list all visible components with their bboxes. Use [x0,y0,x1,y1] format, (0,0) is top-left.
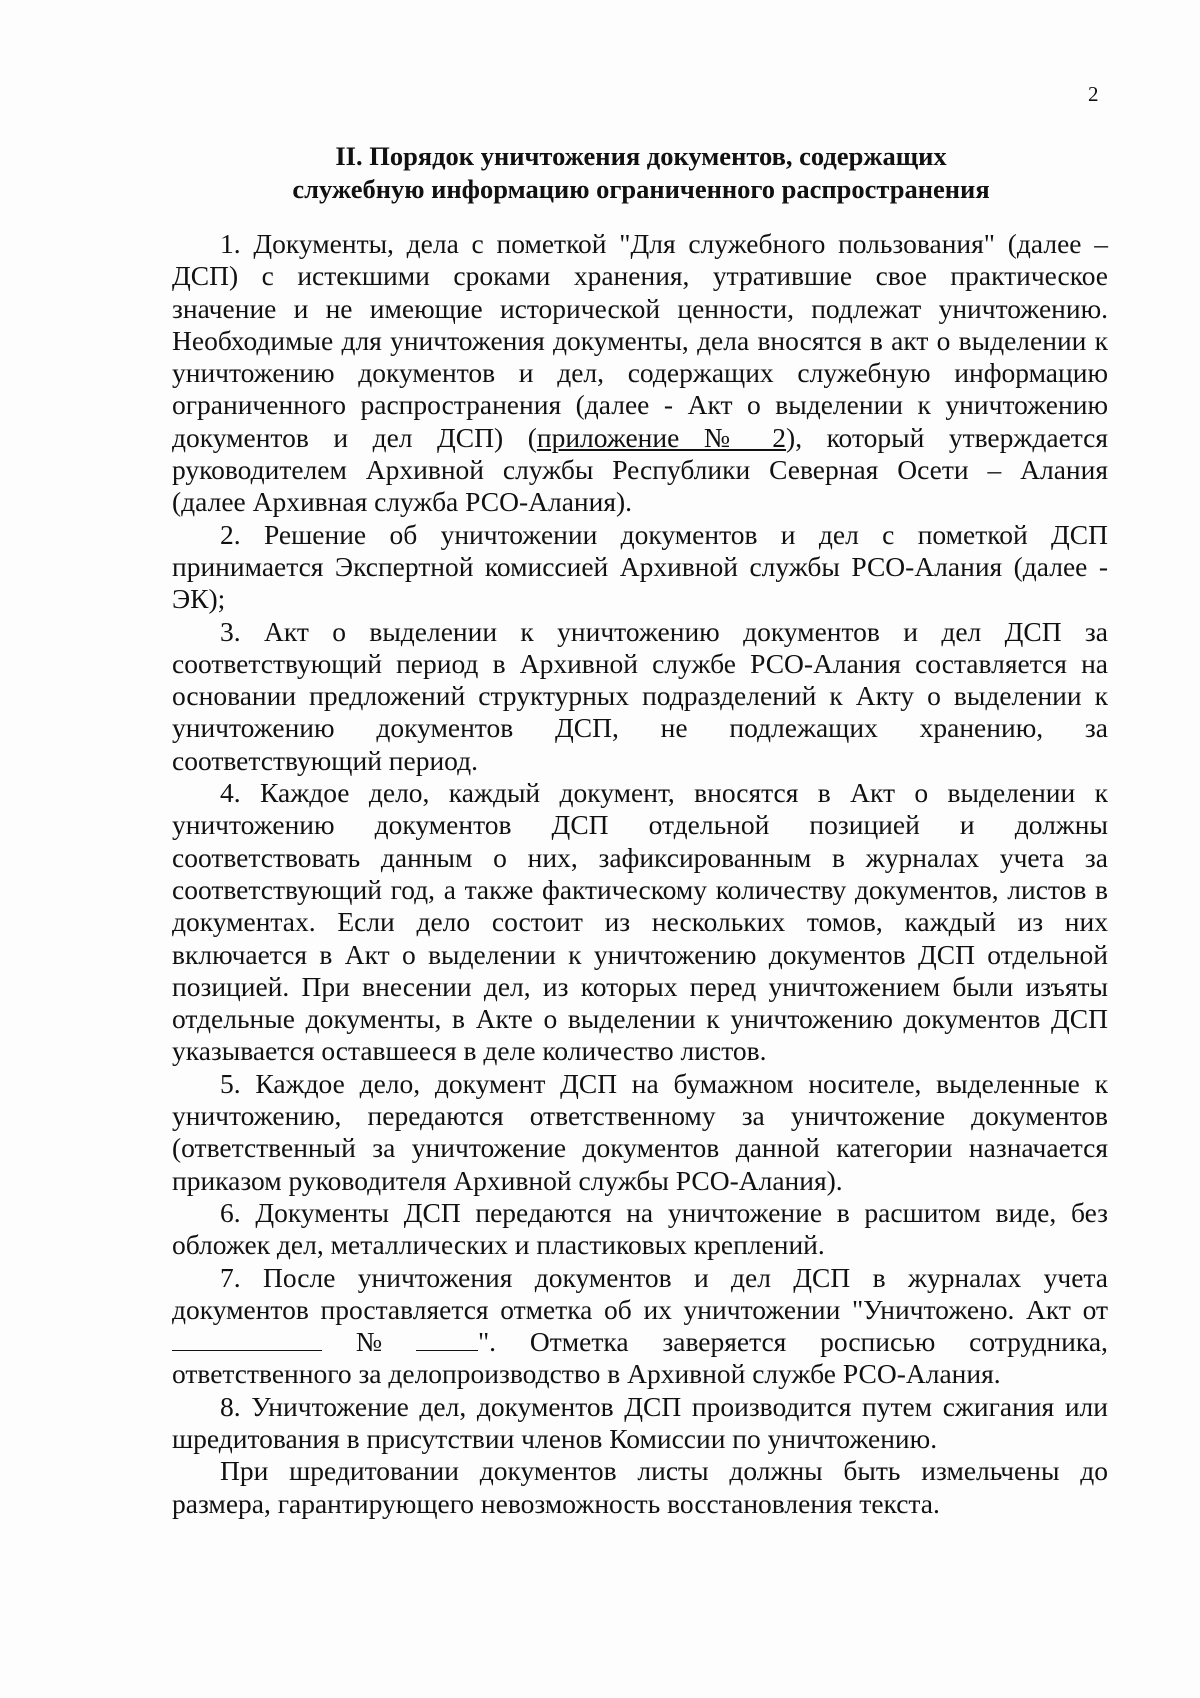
text-line: 8. Уничтожение дел, документов ДСП производится путем сжигания или [220,1390,1108,1422]
text-word: заверяется [662,1326,787,1358]
paragraph-9 [172,1455,1108,1520]
text-word: росписью [820,1326,936,1358]
text-line: Необходимые для уничтожения документы, дела вносятся в акт о выделении к [172,324,1108,356]
act-reference-line [172,1326,1108,1358]
text-line: соответствующий период в Архивной службе РСО-Алания составляется на [172,647,1108,679]
number-sign: № [355,1326,383,1358]
paragraph-1 [172,228,1108,519]
section-heading-line-2: служебную информацию ограниченного распространения [292,174,990,204]
paragraph-5 [172,1068,1108,1197]
text-line: ограниченного распространения (далее - Акт о выделении к уничтожению [172,389,1108,421]
text-line: размера, гарантирующего невозможность восстановления текста. [172,1487,940,1519]
text-fragment: документов и дел ДСП) ( [172,421,537,453]
text-line: указывается оставшееся в деле количество листов. [172,1035,767,1067]
text-line: 2. Решение об уничтожении документов и дел с пометкой ДСП [220,518,1108,550]
text-line: документов проставляется отметка об их уничтожении "Уничтожено. Акт от [172,1293,1108,1325]
text-line: 3. Акт о выделении к уничтожению документов и дел ДСП за [220,615,1108,647]
paragraph-2 [172,519,1108,616]
text-line-with-link [172,422,1108,454]
document-body [172,228,1108,1520]
text-line: обложек дел, металлических и пластиковых креплений. [172,1229,825,1261]
text-line: 7. После уничтожения документов и дел ДСП в журналах учета [220,1261,1108,1293]
text-line: уничтожению документов и дел, содержащих служебную информацию [172,357,1108,389]
section-heading-line-1: II. Порядок уничтожения документов, содержащих [335,141,947,171]
paragraph-7 [172,1262,1108,1391]
text-line: уничтожению документов ДСП отдельной позицией и должны [172,809,1108,841]
text-line: ответственного за делопроизводство в Архивной службе РСО-Алания. [172,1358,1001,1390]
paragraph-3 [172,616,1108,777]
act-number-group [416,1326,496,1358]
text-line: включается в Акт о выделении к уничтожению документов ДСП отдельной [172,938,1108,970]
text-line: отдельные документы, в Акте о выделении к уничтожению документов ДСП [172,1003,1108,1035]
text-line: принимается Экспертной комиссией Архивной службы РСО-Алания (далее - [172,550,1108,582]
text-line: значение и не имеющие исторической ценности, подлежат уничтожению. [172,292,1108,324]
paragraph-4 [172,777,1108,1068]
text-line: позицией. При внесении дел, из которых перед уничтожением были изъяты [172,970,1108,1002]
text-line: соответствующий период. [172,744,479,776]
text-line: ЭК); [172,583,226,615]
text-line: уничтожению, передаются ответственному за уничтожение документов [172,1100,1108,1132]
text-fragment: ), который утверждается [786,421,1108,453]
text-line: ДСП) с истекшими сроками хранения, утратившие свое практическое [172,260,1108,292]
text-line: (ответственный за уничтожение документов данной категории назначается [172,1132,1108,1164]
text-line: При шредитовании документов листы должны быть измельчены до [220,1455,1108,1487]
paragraph-8 [172,1391,1108,1456]
act-number-blank [416,1328,478,1351]
page-number: 2 [1088,82,1099,106]
text-line: соответствовать данным о них, зафиксированным в журналах учета за [172,841,1108,873]
text-line: приказом руководителя Архивной службы РСО-Алания). [172,1164,843,1196]
text-line: 6. Документы ДСП передаются на уничтожение в расшитом виде, без [220,1196,1108,1228]
text-line: 4. Каждое дело, каждый документ, вносятся в Акт о выделении к [220,777,1108,809]
text-line: основании предложений структурных подразделений к Акту о выделении к [172,680,1108,712]
appendix-2-link[interactable]: приложение № 2 [536,421,787,453]
text-word: Отметка [529,1326,629,1358]
text-line: шредитования в присутствии членов Комиссии по уничтожению. [172,1422,938,1454]
text-line: руководителем Архивной службы Республики Северная Осети – Алания [172,454,1108,486]
section-heading [172,140,1110,206]
text-line: уничтожению документов ДСП, не подлежащих хранению, за [172,712,1108,744]
text-line: соответствующий год, а также фактическому количеству документов, листов в [172,873,1108,905]
text-line: 1. Документы, дела с пометкой "Для служебного пользования" (далее – [220,228,1108,259]
closing-quote: ". [477,1326,497,1358]
text-word: сотрудника, [969,1326,1108,1358]
text-line: (далее Архивная служба РСО-Алания). [172,486,633,518]
act-date-blank [172,1328,322,1351]
text-line: 5. Каждое дело, документ ДСП на бумажном носителе, выделенные к [220,1067,1108,1099]
paragraph-6 [172,1197,1108,1262]
text-line: документах. Если дело состоит из нескольких томов, каждый из них [172,906,1108,938]
